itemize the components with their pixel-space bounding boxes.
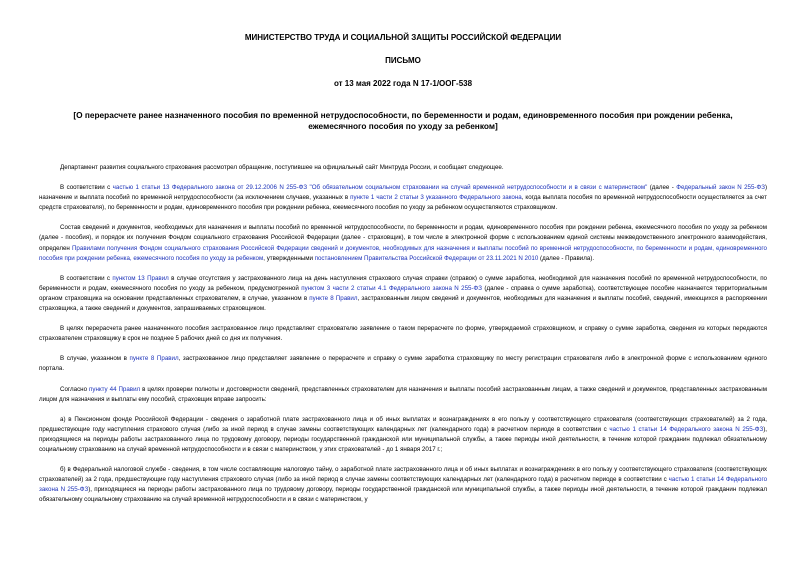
paragraph-6 [39, 354, 767, 374]
text: ), приходящиеся на периоды работы застрахованного лица по трудовому договору, периоды государственной гражданской или муниципальной службы, а также периоды иной деятельности, в течение которой гражданин подлежал обязательному социальному страхованию на случай временной нетрудоспособности и в связи с материнством, у [39, 486, 767, 504]
text: В соответствии с [60, 184, 113, 192]
text: (далее - справка о сумме заработка), соответствующее пособие назначается территориальным органом страховщика на основании представленных страхователем, в случае, указанном в [39, 284, 767, 302]
law-255-article-3-link[interactable]: пункте 1 части 2 статьи 3 указанного Федерального закона [350, 194, 522, 202]
text: в целях проверки полноты и достоверности сведений, представленных страхователем для назначения и выплаты пособий застрахованным лицам, а также сведений и документов, представленных застрахованным лицом для назначения и выплаты ему пособий, страховщик вправе запросить: [39, 385, 767, 403]
text: (далее - Правила). [538, 254, 595, 262]
law-255-article-4-1-link[interactable]: пунктом 3 части 2 статьи 4.1 Федерального закона N 255-ФЗ [301, 284, 482, 292]
government-decree-link[interactable]: постановлением Правительства Российской Федерации от 23.11.2021 N 2010 [314, 254, 539, 262]
document-title: [О перерасчете ранее назначенного пособия по временной нетрудоспособности, по беременности и родам, единовременного пособия при рождении ребенка, ежемесячного пособия по уходу за ребенком] [73, 110, 733, 131]
text: , застрахованное лицо представляет заявление о перерасчете и справку о сумме заработка страховщику по месту регистрации страхователя либо в электронной форме с использованием единого портала. [39, 355, 767, 373]
law-255-link[interactable]: Федеральный закон N 255-ФЗ [676, 184, 765, 192]
text: Состав сведений и документов, необходимых для назначения и выплаты пособий по временной нетрудоспособности, по беременности и родам, единовременного пособия при рождении ребенка, ежемесячного пособия по уходу за ребенком (далее - пособия), и порядок их получения Фондом социального страхования Российской Федерации (далее - страховщик), в том числе в электронной форме с использованием единой системы межведомственного электронного взаимодействия, определен [39, 224, 767, 252]
paragraph-4 [39, 274, 767, 314]
law-255-article-14-link[interactable]: частью 1 статьи 14 Федерального закона N 255-ФЗ [609, 425, 764, 433]
text: ) назначение и выплата пособий по временной нетрудоспособности (за исключением случаев, указанных в [39, 184, 767, 202]
rules-item-44-link[interactable]: пункту 44 Правил [89, 385, 141, 393]
paragraph-2 [39, 183, 767, 213]
text: в случае отсутствия у застрахованного лица на день наступления страхового случая справки (справок) о сумме заработка, необходимой для назначения пособий по временной нетрудоспособности, по беременности и родам, ежемесячного пособия по уходу за ребенком, предусмотренной [39, 274, 768, 292]
text: , утвержденными [263, 254, 315, 262]
paragraph-7 [39, 385, 767, 405]
text: ), приходящиеся на периоды работы застрахованного лица по трудовому договору, периоды государственной гражданской или муниципальной службы, а также периоды иной деятельности, в течение которой гражданин подлежал обязательному социальному страхованию на случай временной нетрудоспособности и в связи с материнством, у этих страхователей - до 1 января 2017 г.; [39, 425, 767, 453]
paragraph-5: В целях перерасчета ранее назначенного пособия застрахованное лицо представляет страхователю заявление о таком перерасчете по форме, утверждаемой страховщиком, и справку о сумме заработка, сведения из которых передаются страхователем страховщику в срок не позднее 5 рабочих дней со дня их получения. [39, 325, 767, 343]
rules-link[interactable]: Правилами получения Фондом социального страхования Российской Федерации сведений и документов, необходимых для назначения и выплаты пособий по временной нетрудоспособности, по беременности и родам, единовременного пособия при рождении ребенка, ежемесячного пособия по уходу за ребенком [39, 244, 767, 262]
paragraph-9 [39, 465, 767, 505]
document-type: ПИСЬМО [385, 56, 421, 65]
text: а) в Пенсионном фонде Российской Федерации - сведения о заработной плате застрахованного лица и об иных выплатах и вознаграждениях в его пользу у соответствующего страхователя (соответствующих страхователей) за 2 года, предшествующие году наступления страхового случая (либо за иной период в случае замены соответствующих календарных лет (календарного года) в расчетном периоде в соответствии с [39, 415, 767, 433]
text: (далее - [647, 184, 677, 192]
text: Согласно [60, 385, 90, 393]
document-date-number: от 13 мая 2022 года N 17-1/ООГ-538 [333, 79, 473, 88]
law-255-article-13-link[interactable]: частью 1 статьи 13 Федерального закона от 29.12.2006 N 255-ФЗ "Об обязательном социальном страховании на случай временной нетрудоспособности и в связи с материнством" [112, 184, 648, 192]
paragraph-intro: Департамент развития социального страхования рассмотрел обращение, поступившее на официальный сайт Минтруда России, и сообщает следующее. [60, 164, 504, 171]
text: , когда выплата пособия по временной нетрудоспособности осуществляется за счет средств страхователя), по беременности и родам, единовременного пособия при рождении ребенка, ежемесячного пособия по уходу за ребенком осуществляются страховщиком. [39, 194, 767, 212]
text: б) в Федеральной налоговой службе - сведения, в том числе составляющие налоговую тайну, о заработной плате застрахованного лица и об иных выплатах и вознаграждениях в его пользу у соответствующего страхователя (соответствующих страхователей) за 2 года, предшествующие году наступления страхового случая (либо за иной период в случае замены соответствующих календарных лет (календарного года) в расчетном периоде в соответствии с [39, 466, 767, 484]
rules-item-8-link[interactable]: пункте 8 Правил [129, 355, 179, 363]
text: В случае, указанном в [60, 355, 130, 363]
ministry-heading: МИНИСТЕРСТВО ТРУДА И СОЦИАЛЬНОЙ ЗАЩИТЫ РОССИЙСКОЙ ФЕДЕРАЦИИ [244, 33, 562, 42]
law-255-article-14-link[interactable]: частью 1 статьи 14 Федерального закона N 255-ФЗ [39, 476, 768, 494]
paragraph-8 [39, 415, 767, 455]
rules-item-8-link[interactable]: пункте 8 Правил [309, 294, 358, 302]
paragraph-3 [39, 223, 767, 263]
text: В соответствии с [60, 274, 113, 282]
text: , застрахованным лицом сведений и документов, необходимых для назначения и выплаты пособий, сведений, имеющихся в распоряжении страховщика, а также сведений и документов, запрашиваемых страховщиком. [39, 294, 767, 313]
rules-item-13-link[interactable]: пунктом 13 Правил [112, 274, 169, 282]
